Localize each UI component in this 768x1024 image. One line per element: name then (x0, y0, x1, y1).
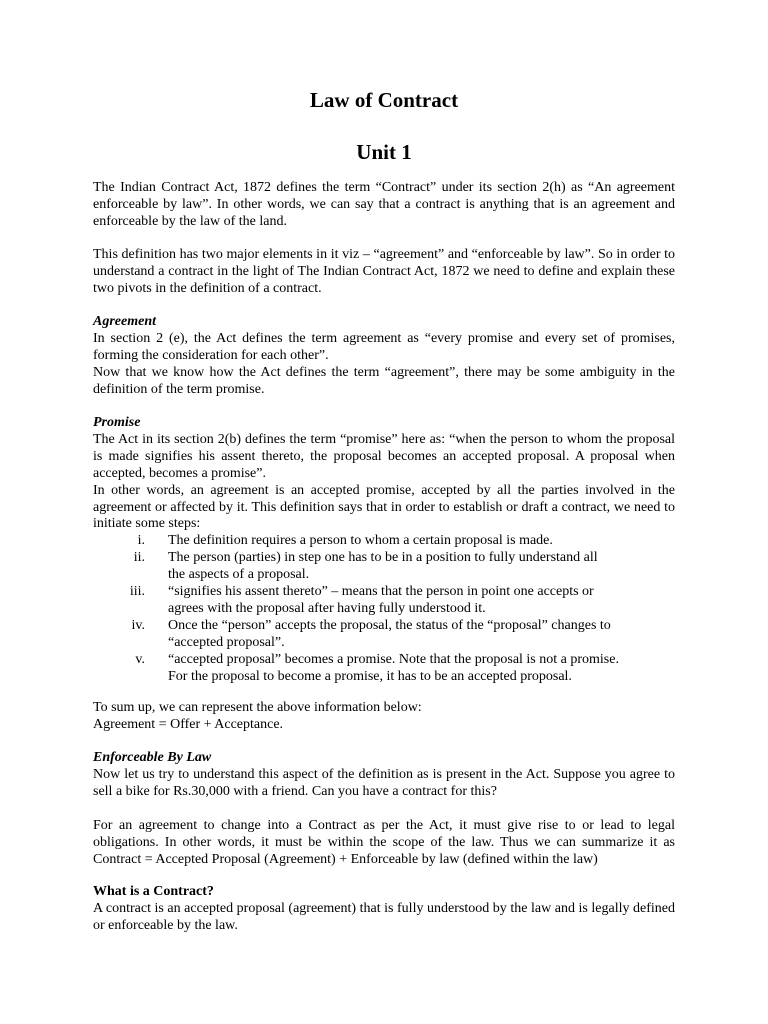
list-item-number: iii. (129, 584, 145, 600)
list-item-number: iv. (131, 617, 145, 633)
list-item-line: agrees with the proposal after having fully understood it. (168, 600, 486, 616)
definition-paragraph: This definition has two major elements in it viz – “agreement” and “enforceable by law”. So in order to understand a contract in the light of The Indian Contract Act, 1872 we need to define and explain these two pivots in the definition of a contract. (93, 247, 675, 296)
list-item-line: Once the “person” accepts the proposal, the status of the “proposal” changes to (168, 617, 611, 633)
agreement-heading: Agreement (93, 314, 156, 329)
list-item-line: For the proposal to become a promise, it has to be an accepted proposal. (168, 668, 572, 684)
enforceable-paragraph-2: For an agreement to change into a Contract as per the Act, it must give rise to or lead to legal obligations. In other words, it must be within the scope of the law. Thus we can summarize it as Contract = Accepted Proposal (Agreement) + Enforceable by law (defined within the law) (93, 817, 675, 867)
summary-section (93, 700, 675, 734)
list-item-line: “signifies his assent thereto” – means that the person in point one accepts or (168, 584, 594, 600)
promise-paragraph-2: In other words, an agreement is an accepted promise, accepted by all the parties involved in the agreement or affected by it. This definition says that in order to establish or draft a contract, we need to initiate some steps: (93, 482, 675, 532)
summary-formula: Agreement = Offer + Acceptance. (93, 716, 284, 732)
list-item-number: i. (137, 533, 145, 549)
list-item-line: the aspects of a proposal. (168, 567, 310, 583)
list-item-line: The person (parties) in step one has to be in a position to fully understand all (168, 550, 598, 566)
enforceable-paragraph-1: Now let us try to understand this aspect of the definition as is present in the Act. Suppose you agree to sell a bike for Rs.30,000 with a friend. Can you have a contract for this? (93, 766, 675, 799)
what-is-section (93, 884, 675, 935)
agreement-paragraph-2: Now that we know how the Act defines the term “agreement”, there may be some ambiguity in the definition of the term promise. (93, 364, 675, 397)
list-item-number: v. (135, 651, 145, 667)
list-item-line: “accepted proposal” becomes a promise. Note that the proposal is not a promise. (168, 651, 619, 667)
agreement-section (93, 314, 675, 399)
unit-heading: Unit 1 (356, 140, 412, 164)
steps-list (93, 533, 675, 685)
enforceable-heading: Enforceable By Law (93, 750, 212, 765)
what-is-heading: What is a Contract? (93, 884, 214, 899)
promise-heading: Promise (93, 415, 141, 430)
list-item (93, 550, 675, 584)
agreement-paragraph-1: In section 2 (e), the Act defines the term agreement as “every promise and every set of promises, forming the consideration for each other”. (93, 330, 675, 363)
summary-line-1: To sum up, we can represent the above information below: (93, 700, 422, 715)
enforceable-section (93, 750, 675, 868)
list-item (93, 584, 675, 618)
list-item (93, 618, 675, 652)
list-item (93, 652, 675, 686)
intro-paragraph: The Indian Contract Act, 1872 defines the term “Contract” under its section 2(h) as “An agreement enforceable by law”. In other words, we can say that a contract is anything that is an agreement and enforceable by the law of the land. (93, 180, 675, 229)
promise-paragraph-1: The Act in its section 2(b) defines the term “promise” here as: “when the person to whom the proposal is made signifies his assent thereto, the proposal becomes an accepted proposal. A proposal when accepted, becomes a promise”. (93, 431, 675, 481)
promise-section (93, 415, 675, 686)
list-item-line: The definition requires a person to whom a certain proposal is made. (168, 533, 553, 549)
list-item-line: “accepted proposal”. (168, 634, 285, 650)
document-title: Law of Contract (309, 88, 459, 112)
what-is-paragraph: A contract is an accepted proposal (agreement) that is fully understood by the law and is legally defined or enforceable by the law. (93, 900, 675, 933)
list-item (93, 533, 675, 550)
list-item-number: ii. (133, 550, 145, 566)
